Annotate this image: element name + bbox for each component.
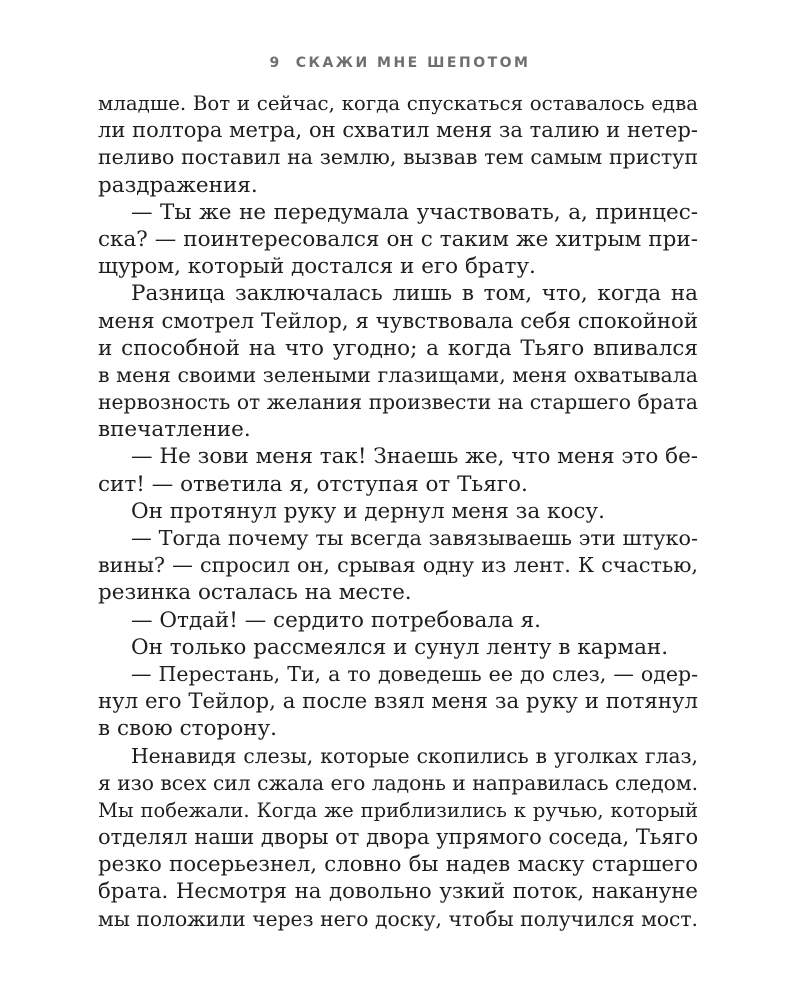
text-line: резинка осталась на месте. (98, 580, 412, 606)
text-line: впечатление. (98, 417, 251, 443)
text-line: — Не зови меня так! Знаешь же, что меня это бе- (131, 444, 698, 470)
text-line: младше. Вот и сейчас, когда спускаться оставалось едва (98, 92, 698, 115)
text-line: сит! — ответила я, отступая от Тьяго. (98, 471, 528, 497)
text-line: — Ты же не передумала участвовать, а, принцес- (131, 199, 698, 225)
text-line: Он только рассмеялся и сунул ленту в карман. (131, 634, 669, 660)
text-line: и способной на что угодно; а когда Тьяго впивался (98, 335, 698, 361)
text-line: вины? — спросил он, срывая одну из лент. К счастью, (98, 553, 698, 578)
text-line: Он протянул руку и дернул меня за косу. (131, 498, 605, 524)
text-line: — Тогда почему ты всегда завязываешь эти штуко- (131, 526, 698, 550)
text-line: мы положили через него доску, чтобы получился мост. (98, 906, 698, 931)
page-number: 9 (269, 55, 282, 71)
text-line: нервозность от желания произвести на старшего брата (98, 390, 698, 415)
running-header (0, 53, 800, 73)
text-line: резко посерьезнел, словно бы надев маску старшего (98, 852, 698, 878)
body-text (98, 90, 698, 933)
text-line: пеливо поставил на землю, вызвав тем самым приступ (98, 145, 698, 170)
text-line: ли полтора метра, он схватил меня за талию и нетер- (98, 118, 698, 143)
text-line: брата. Несмотря на довольно узкий поток, накануне (98, 879, 698, 905)
text-line: отделял наши дворы от двора упрямого соседа, Тьяго (98, 825, 698, 850)
text-line: Мы побежали. Когда же приблизились к ручью, который (98, 798, 698, 822)
text-line: щуром, который достался и его брату. (98, 254, 536, 280)
text-line: ска? — поинтересовался он с таким же хитрым при- (98, 226, 698, 252)
text-line: Разница заключалась лишь в том, что, когда на (131, 281, 698, 307)
text-line: — Перестань, Ти, а то доведешь ее до слез, — одер- (131, 661, 698, 686)
text-line: — Отдай! — сердито потребовала я. (131, 607, 541, 633)
text-line: в свою сторону. (98, 716, 277, 742)
text-line: меня смотрел Тейлор, я чувствовала себя спокойной (98, 308, 698, 334)
book-title: СКАЖИ МНЕ ШЕПОТОМ (295, 55, 531, 71)
text-line: я изо всех сил сжала его ладонь и направилась следом. (98, 770, 698, 795)
text-line: Ненавидя слезы, которые скопились в уголках глаз, (131, 743, 698, 768)
text-line: в меня своими зелеными глазищами, меня охватывала (98, 362, 698, 387)
text-line: раздражения. (98, 172, 258, 198)
text-line: нул его Тейлор, а после взял меня за руку и потянул (98, 689, 698, 715)
